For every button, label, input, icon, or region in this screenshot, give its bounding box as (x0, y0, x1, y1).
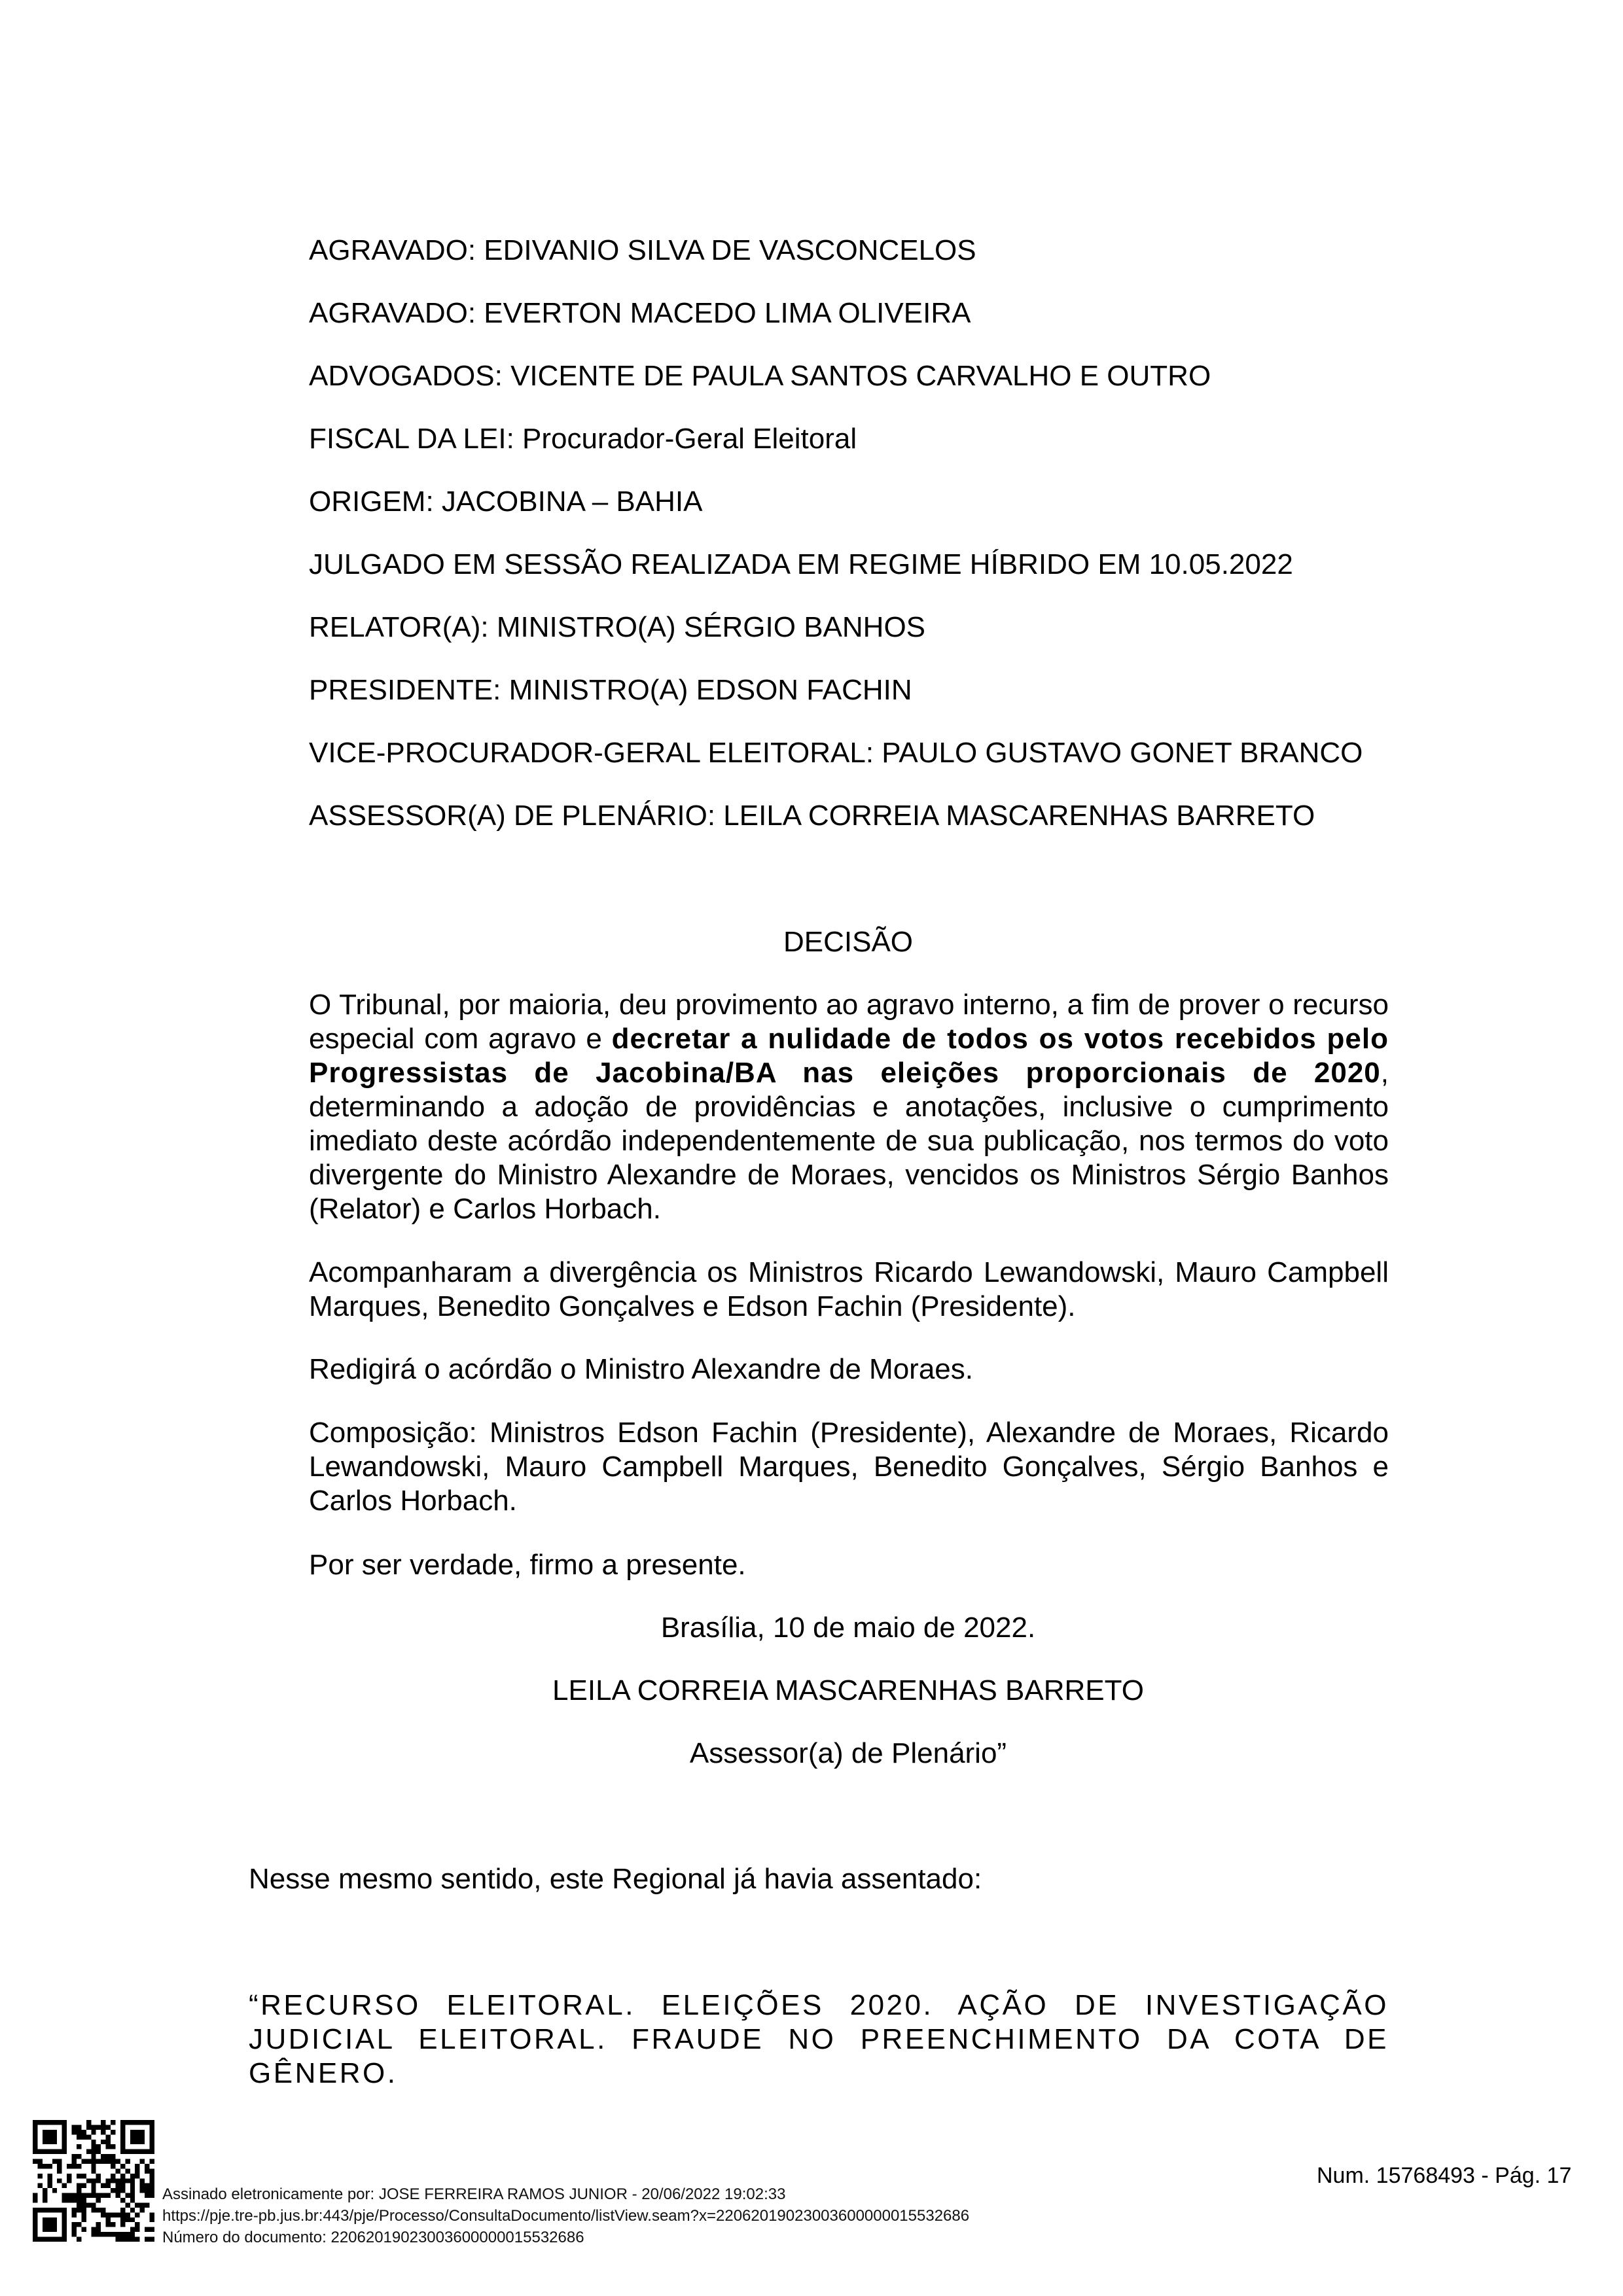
redigira-paragraph: Redigirá o acórdão o Ministro Alexandre de Moraes. (309, 1353, 973, 1385)
advogados: ADVOGADOS: VICENTE DE PAULA SANTOS CARVALHO E OUTRO (309, 360, 1211, 392)
decision-paragraph (309, 988, 1389, 1226)
signer-role: Assessor(a) de Plenário” (689, 1737, 1007, 1769)
document-number: Número do documento: 22062019023003600000015532686 (162, 2229, 584, 2246)
assessor-plenario: ASSESSOR(A) DE PLENÁRIO: LEILA CORREIA MASCARENHAS BARRETO (309, 800, 1315, 832)
decision-title: DECISÃO (783, 926, 914, 958)
julgado-em-sessao: JULGADO EM SESSÃO REALIZADA EM REGIME HÍBRIDO EM 10.05.2022 (309, 548, 1293, 580)
decision-text-bold: decretar a nulidade de todos os votos recebidos pelo Progressistas de Jacobina/BA nas eleições proporcionais de 2020 (309, 1023, 1389, 1089)
decision-text-part1: O Tribunal, por maioria, deu provimento ao agravo interno, a fim de prover o recurso especial com agravo e (309, 989, 1389, 1055)
presidente: PRESIDENTE: MINISTRO(A) EDSON FACHIN (309, 674, 912, 706)
regional-intro: Nesse mesmo sentido, este Regional já havia assentado: (249, 1863, 982, 1895)
divergencia-paragraph: Acompanharam a divergência os Ministros Ricardo Lewandowski, Mauro Campbell Marques, Benedito Gonçalves e Edson Fachin (Presidente). (309, 1256, 1389, 1322)
signed-by: Assinado eletronicamente por: JOSE FERREIRA RAMOS JUNIOR - 20/06/2022 19:02:33 (162, 2185, 786, 2203)
quote-ementa: “RECURSO ELEITORAL. ELEIÇÕES 2020. AÇÃO DE INVESTIGAÇÃO JUDICIAL ELEITORAL. FRAUDE NO PREENCHIMENTO DA COTA DE GÊNERO. (249, 1989, 1389, 2089)
agravado-1: AGRAVADO: EDIVANIO SILVA DE VASCONCELOS (309, 234, 976, 266)
vice-procurador: VICE-PROCURADOR-GERAL ELEITORAL: PAULO GUSTAVO GONET BRANCO (309, 737, 1363, 769)
decision-text-part2: , determinando a adoção de providências e anotações, inclusive o cumprimento imediato deste acórdão independentemente de sua publicação, nos termos do voto divergente do Ministro Alexandre de Moraes, vencidos os Ministros Sérgio Banhos (Relator) e Carlos Horbach. (309, 1057, 1389, 1225)
page-info: Num. 15768493 - Pág. 17 (1317, 2163, 1572, 2188)
document-url[interactable]: https://pje.tre-pb.jus.br:443/pje/Processo/ConsultaDocumento/listView.seam?x=22062019023003600000015532686 (162, 2207, 970, 2225)
agravado-2: AGRAVADO: EVERTON MACEDO LIMA OLIVEIRA (309, 297, 971, 329)
composicao-paragraph: Composição: Ministros Edson Fachin (Presidente), Alexandre de Moraes, Ricardo Lewandowski, Mauro Campbell Marques, Benedito Gonçalves, Sérgio Banhos e Carlos Horbach. (309, 1417, 1389, 1517)
signer-name: LEILA CORREIA MASCARENHAS BARRETO (552, 1674, 1144, 1706)
firmo-paragraph: Por ser verdade, firmo a presente. (309, 1549, 746, 1581)
origem: ORIGEM: JACOBINA – BAHIA (309, 486, 703, 518)
qr-code (33, 2120, 154, 2242)
place-date: Brasília, 10 de maio de 2022. (660, 1612, 1036, 1644)
fiscal-da-lei: FISCAL DA LEI: Procurador-Geral Eleitoral (309, 423, 857, 455)
relator: RELATOR(A): MINISTRO(A) SÉRGIO BANHOS (309, 611, 926, 643)
